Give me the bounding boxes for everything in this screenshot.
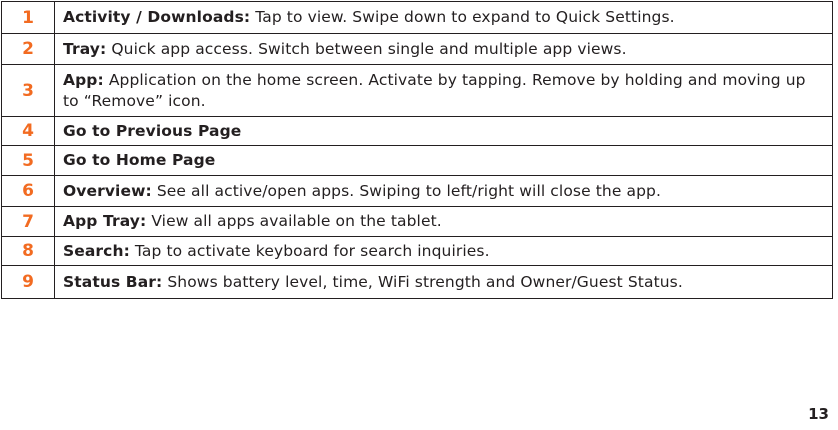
legend-description [55,266,833,299]
legend-term: Tray: [63,39,107,58]
legend-row [2,34,833,65]
legend-description [55,34,833,65]
legend-row [2,237,833,266]
legend-term: App Tray: [63,212,147,230]
legend-description [55,237,833,266]
legend-term: Overview: [63,181,152,200]
legend-row [2,176,833,207]
legend-text: Shows battery level, time, WiFi strength and Owner/Guest Status. [162,272,683,291]
legend-row [2,2,833,34]
legend-number: 2 [2,34,55,65]
legend-row [2,266,833,299]
legend-description [55,117,833,146]
legend-row [2,117,833,146]
legend-text: Tap to activate keyboard for search inquiries. [129,241,490,260]
legend-term: Status Bar: [63,272,163,291]
legend-number: 4 [2,117,55,146]
legend-term: Activity / Downloads: [63,8,251,26]
legend-term: Search: [63,241,130,260]
legend-text: See all active/open apps. Swiping to left/right will close the app. [151,181,662,200]
legend-term: App: [63,70,104,89]
legend-description [55,65,833,117]
legend-row [2,65,833,117]
legend-row [2,146,833,176]
legend-text: View all apps available on the tablet. [146,212,442,230]
legend-number: 3 [2,65,55,117]
legend-description [55,146,833,176]
legend-number: 7 [2,207,55,237]
legend-number: 6 [2,176,55,207]
legend-table [1,1,833,299]
legend-number: 1 [2,2,55,34]
legend-number: 5 [2,146,55,176]
legend-number: 9 [2,266,55,299]
legend-term: Go to Home Page [63,151,216,169]
legend-text: Tap to view. Swipe down to expand to Quick Settings. [250,8,675,26]
legend-description [55,207,833,237]
legend-number: 8 [2,237,55,266]
legend-description [55,2,833,34]
legend-row [2,207,833,237]
page-number: 13 [808,405,829,423]
legend-text: Application on the home screen. Activate by tapping. Remove by holding and moving up to “Remove” icon. [63,70,806,110]
legend-description [55,176,833,207]
legend-text: Quick app access. Switch between single and multiple app views. [106,39,627,58]
legend-term: Go to Previous Page [63,121,242,140]
